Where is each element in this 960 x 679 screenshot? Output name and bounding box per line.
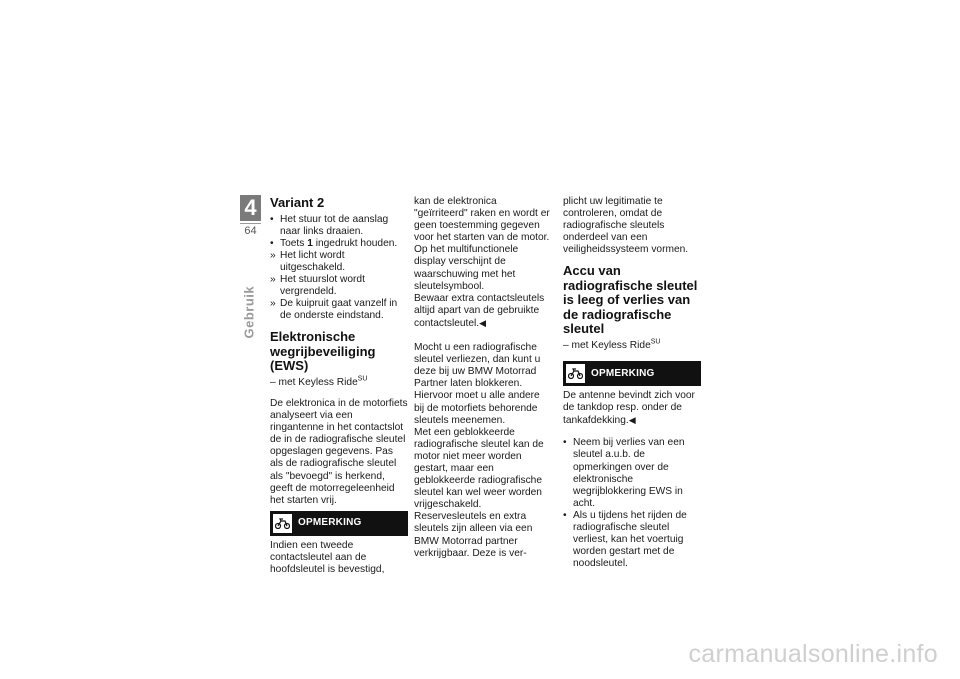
- heading-ews: Elektronische wegrijbeveiliging (EWS): [270, 329, 376, 374]
- note-label: OPMERKING: [591, 367, 655, 379]
- result-mark: »: [270, 298, 276, 310]
- bullet: •: [563, 437, 567, 449]
- paragraph: De elektronica in de motorfiets analyseert via een ringantenne in het contactslot de in de radiografische sleutel opgeslagen gegevens. Pas als de radiografische sleutel als "bevoegd" is herkend, geeft de motorregeleenheid het starten vrij.: [270, 397, 408, 506]
- heading-variant-2: Variant 2: [270, 195, 325, 210]
- bullet: •: [270, 237, 274, 249]
- heading-battery-loss: Accu van radiografische sleutel is leeg of verlies van de radiografische sleutel: [563, 263, 698, 337]
- paragraph: plicht uw legitimatie te controleren, omdat de radiografische sleutels onderdeel van een veiligheidssysteem vormen.: [563, 196, 689, 256]
- tab-divider: [240, 223, 261, 224]
- list-item-text: Het stuurslot wordt vergrendeld.: [280, 273, 365, 298]
- list-item-text: Als u tijdens het rijden de radiografische sleutel verliest, kan het voertuig worden gestart met de noodsleutel.: [573, 509, 687, 570]
- motorcycle-icon: [566, 364, 585, 383]
- chapter-number: 4: [240, 195, 261, 221]
- paragraph: Met een geblokkeerde radiografische sleutel kan de motor niet meer worden gestart, maar een geblokkeerde radiografische sleutel kan wel weer worden vrijgeschakeld.: [414, 426, 544, 511]
- result-mark: »: [270, 249, 276, 261]
- paragraph: Mocht u een radiografische sleutel verliezen, dan kunt u deze bij uw BMW Motorrad Partner laten blokkeren. Hiervoor moet u alle andere bij de motorfiets behorende sleutels meenemen.: [414, 342, 541, 426]
- list-item: [563, 510, 701, 570]
- model-note: – met Keyless Ride$^{SU}$: [270, 375, 368, 388]
- paragraph: kan de elektronica "geïrriteerd" raken en wordt er geen toestemming gegeven voor het starten van de motor. Op het multifunctionele display verschijnt de waarschuwing met het sleutelsymbool.: [414, 196, 550, 292]
- column-3: [563, 196, 701, 570]
- list-item: [270, 298, 408, 322]
- end-mark: ◀: [479, 317, 487, 328]
- model-note: – met Keyless Ride$^{SU}$: [563, 338, 661, 351]
- column-2: [414, 196, 552, 560]
- end-mark: ◀: [628, 415, 636, 426]
- section-label: Gebruik: [241, 285, 257, 339]
- note-banner: [270, 511, 408, 536]
- note-text: De antenne bevindt zich voor de tankdop resp. onder de tankafdekking.◀: [563, 390, 695, 427]
- list-item: [270, 238, 408, 250]
- paragraph: Reservesleutels en extra sleutels zijn alleen via een BMW Motorrad partner verkrijgbaar. Deze is ver-: [414, 511, 533, 559]
- result-mark: »: [270, 273, 276, 285]
- list-item-text: Toets 1 ingedrukt houden.: [280, 237, 398, 249]
- list-item-text: Neem bij verlies van een sleutel a.u.b. de opmerkingen over de elektronische wegrijblokkering EWS in acht.: [573, 437, 685, 509]
- watermark: carmanualsonline.info: [688, 640, 938, 668]
- list-item-text: De kuipruit gaat vanzelf in de onderste eindstand.: [280, 298, 398, 322]
- paragraph: Bewaar extra contactsleutels altijd apart van de gebruikte contactsleutel.◀: [414, 292, 545, 329]
- bullet: •: [563, 509, 567, 521]
- list-item: [270, 250, 408, 274]
- key-number: 1: [307, 237, 313, 249]
- note-banner: [563, 361, 701, 386]
- note-text: Indien een tweede contactsleutel aan de hoofdsleutel is bevestigd,: [270, 539, 385, 575]
- column-1: [270, 196, 408, 576]
- bullet: •: [270, 213, 274, 225]
- list-item: [270, 214, 408, 238]
- page-number: 64: [244, 225, 257, 237]
- list-item: [563, 437, 701, 510]
- note-label: OPMERKING: [298, 517, 362, 529]
- list-item: [270, 274, 408, 298]
- list-item-text: Het stuur tot de aanslag naar links draaien.: [280, 213, 389, 237]
- list-item-text: Het licht wordt uitgeschakeld.: [280, 249, 346, 273]
- motorcycle-icon: [273, 514, 292, 533]
